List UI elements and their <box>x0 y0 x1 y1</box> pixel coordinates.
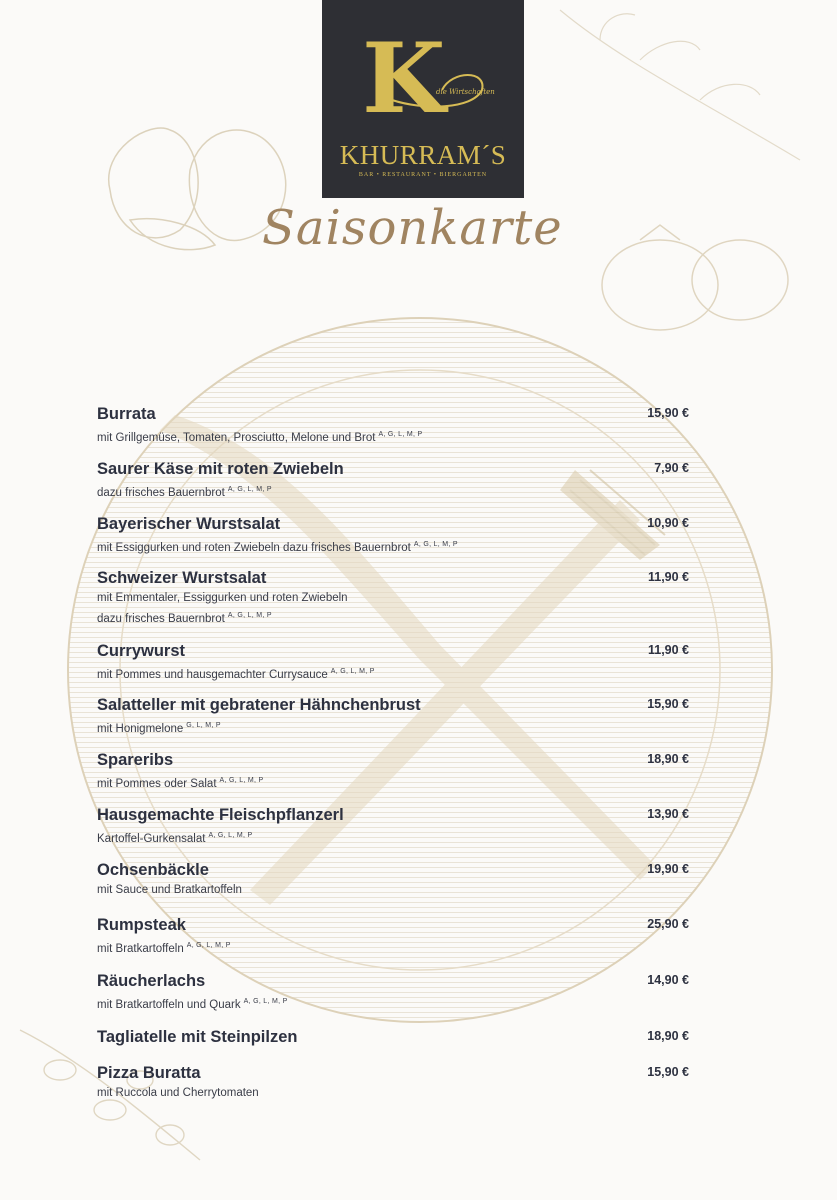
menu-item-description <box>97 827 252 848</box>
menu-item-description-line <box>97 1085 259 1102</box>
menu-item-price: 18,90 € <box>647 752 689 766</box>
menu-item-description-line <box>97 663 375 684</box>
menu-item-description <box>97 1085 259 1102</box>
menu-item-description-line <box>97 993 288 1014</box>
menu-item-name: Saurer Käse mit roten Zwiebeln <box>97 460 344 478</box>
menu-item-description-line <box>97 937 231 958</box>
menu-item-name: Salatteller mit gebratener Hähnchenbrust <box>97 696 421 714</box>
menu-item-price: 15,90 € <box>647 697 689 711</box>
menu-item-name: Rumpsteak <box>97 916 186 934</box>
menu-item-description-line <box>97 772 263 793</box>
allergen-codes: A, G, L, M, P <box>186 942 231 949</box>
menu-item-description-line <box>97 607 348 628</box>
menu-item-price: 11,90 € <box>647 643 689 657</box>
menu-item-description <box>97 717 221 738</box>
menu-item-price: 15,90 € <box>647 1065 689 1079</box>
allergen-codes: A, G, L, M, P <box>378 431 423 438</box>
allergen-codes: A, G, L, M, P <box>227 486 272 493</box>
description-text: mit Ruccola und Cherrytomaten <box>97 1087 259 1099</box>
description-text: Kartoffel-Gurkensalat <box>97 832 206 845</box>
menu-item-description <box>97 426 422 447</box>
menu-item-price: 15,90 € <box>647 406 689 420</box>
menu-item-description <box>97 937 231 958</box>
menu-item-description-line <box>97 590 348 607</box>
description-text: mit Honigmelone <box>97 722 184 735</box>
restaurant-logo <box>322 0 524 198</box>
description-text: mit Bratkartoffeln und Quark <box>97 998 241 1011</box>
page-title: Saisonkarte <box>262 200 563 256</box>
menu-item-price: 7,90 € <box>654 461 689 475</box>
menu-item-price: 11,90 € <box>647 570 689 584</box>
allergen-codes: A, G, L, M, P <box>330 668 375 675</box>
menu-item-description <box>97 882 242 899</box>
menu-item-name: Pizza Buratta <box>97 1064 201 1082</box>
allergen-codes: A, G, L, M, P <box>413 541 458 548</box>
allergen-codes: A, G, L, M, P <box>243 998 288 1005</box>
menu-item-price: 13,90 € <box>647 807 689 821</box>
description-text: mit Emmentaler, Essiggurken und roten Zwiebeln <box>97 592 348 604</box>
description-text: dazu frisches Bauernbrot <box>97 486 225 499</box>
menu-item-description-line <box>97 882 242 899</box>
menu-item-name: Bayerischer Wurstsalat <box>97 515 281 533</box>
description-text: mit Sauce und Bratkartoffeln <box>97 884 242 896</box>
garlic-icon <box>109 128 286 250</box>
tomato-icon <box>602 225 788 330</box>
menu-item-description-line <box>97 426 422 447</box>
description-text: dazu frisches Bauernbrot <box>97 612 225 625</box>
description-text: mit Grillgemüse, Tomaten, Prosciutto, Melone und Brot <box>97 431 376 444</box>
allergen-codes: A, G, L, M, P <box>208 832 253 839</box>
herb-icon <box>560 10 800 160</box>
description-text: mit Pommes und hausgemachter Currysauce <box>97 668 328 681</box>
menu-item-price: 25,90 € <box>647 917 689 931</box>
svg-text:K: K <box>362 22 446 135</box>
menu-item-name: Spareribs <box>97 751 174 769</box>
description-text: mit Pommes oder Salat <box>97 777 217 790</box>
menu-item-description-line <box>97 536 458 557</box>
menu-item-description <box>97 590 348 628</box>
menu-item-name: Hausgemachte Fleischpflanzerl <box>97 806 344 824</box>
menu-item-description <box>97 663 375 684</box>
menu-item-price: 18,90 € <box>647 1029 689 1043</box>
menu-item-name: Currywurst <box>97 642 186 660</box>
menu-item-price: 14,90 € <box>647 973 689 987</box>
menu-item-description-line <box>97 717 221 738</box>
menu-item-description <box>97 481 272 502</box>
menu-item-description-line <box>97 481 272 502</box>
menu-item-description <box>97 772 263 793</box>
logo-name: KHURRAM´S <box>339 140 507 170</box>
menu-item-name: Ochsenbäckle <box>97 861 209 879</box>
menu-item-description <box>97 536 458 557</box>
allergen-codes: A, G, L, M, P <box>227 612 272 619</box>
allergen-codes: G, L, M, P <box>186 722 221 729</box>
menu-item-description-line <box>97 827 252 848</box>
menu-item-price: 19,90 € <box>647 862 689 876</box>
logo-tagline: BAR • RESTAURANT • BIERGARTEN <box>358 172 488 178</box>
logo-script: die Wirtschaften <box>436 88 495 96</box>
menu-item-description <box>97 993 288 1014</box>
description-text: mit Bratkartoffeln <box>97 942 184 955</box>
menu-item-price: 10,90 € <box>647 516 689 530</box>
description-text: mit Essiggurken und roten Zwiebeln dazu frisches Bauernbrot <box>97 541 411 554</box>
allergen-codes: A, G, L, M, P <box>219 777 264 784</box>
menu-item-name: Räucherlachs <box>97 972 206 990</box>
menu-item-name: Tagliatelle mit Steinpilzen <box>97 1028 298 1046</box>
menu-item-name: Schweizer Wurstsalat <box>97 569 267 587</box>
menu-item-name: Burrata <box>97 405 156 423</box>
